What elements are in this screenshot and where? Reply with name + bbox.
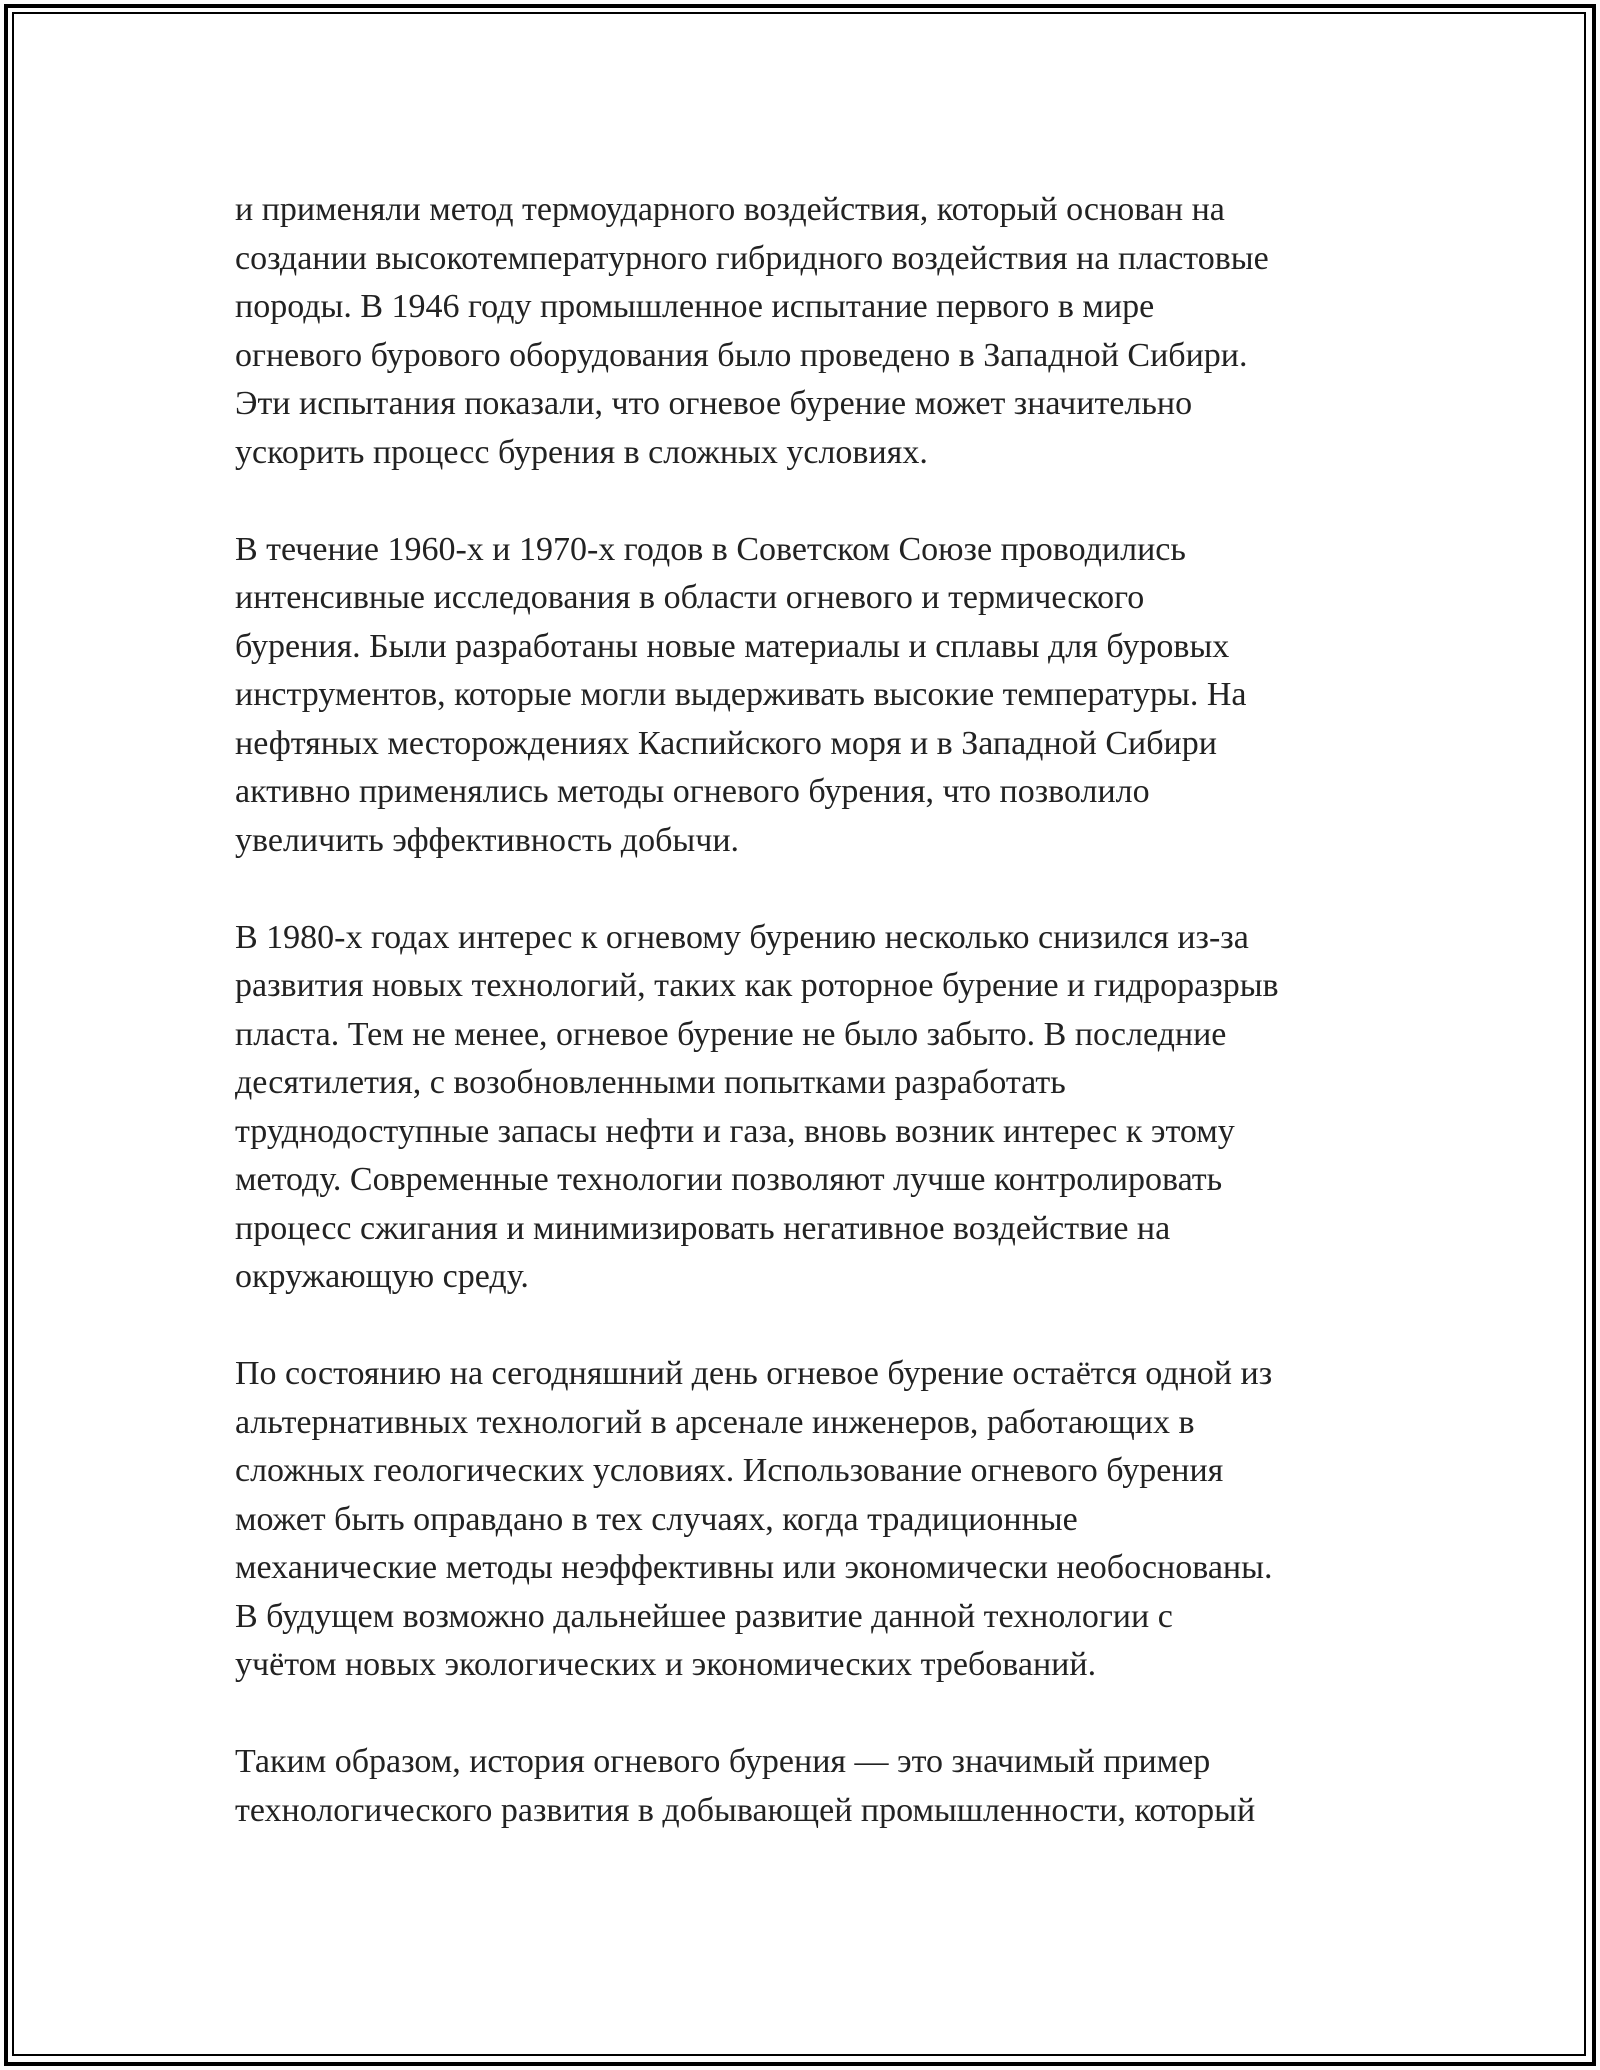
text-line: десятилетия, с возобновленными попытками разработать [235, 1064, 1066, 1101]
text-line: окружающую среду. [235, 1258, 529, 1295]
paragraph-1 [235, 186, 1385, 477]
text-line: пласта. Тем не менее, огневое бурение не было забыто. В последние [235, 1015, 1227, 1053]
text-line: процесс сжигания и минимизировать негативное воздействие на [235, 1209, 1171, 1247]
text-line: Эти испытания показали, что огневое бурение может значительно [235, 385, 1193, 422]
text-line: развития новых технологий, таких как роторное бурение и гидроразрыв [235, 967, 1279, 1004]
text-line: труднодоступные запасы нефти и газа, вновь возник интерес к этому [235, 1112, 1235, 1150]
document-body [235, 186, 1385, 1884]
text-line: создании высокотемпературного гибридного воздействия на пластовые [235, 239, 1269, 277]
text-line: механические методы неэффективны или экономически необоснованы. [235, 1549, 1273, 1586]
text-line: интенсивные исследования в области огневого и термического [235, 579, 1145, 616]
text-line: активно применялись методы огневого бурения, что позволило [235, 773, 1150, 810]
text-line: По состоянию на сегодняшний день огневое бурение остаётся одной из [235, 1355, 1273, 1392]
text-line: и применяли метод термоударного воздействия, который основан на [235, 191, 1225, 228]
text-line: технологического развития в добывающей промышленности, который [235, 1791, 1256, 1829]
paragraph-3 [235, 914, 1385, 1302]
text-line: сложных геологических условиях. Использование огневого бурения [235, 1452, 1224, 1489]
text-line: В будущем возможно дальнейшее развитие данной технологии с [235, 1597, 1173, 1635]
text-line: В 1980-х годах интерес к огневому бурению несколько снизился из-за [235, 918, 1249, 956]
text-line: альтернативных технологий в арсенале инженеров, работающих в [235, 1403, 1195, 1441]
text-line: нефтяных месторождениях Каспийского моря и в Западной Сибири [235, 724, 1217, 762]
text-line: огневого бурового оборудования было проведено в Западной Сибири. [235, 336, 1248, 374]
text-line: ускорить процесс бурения в сложных условиях. [235, 433, 928, 471]
text-line: может быть оправдано в тех случаях, когда традиционные [235, 1500, 1078, 1538]
paragraph-4 [235, 1350, 1385, 1690]
text-line: Таким образом, история огневого бурения — это значимый пример [235, 1743, 1211, 1780]
text-line: породы. В 1946 году промышленное испытание первого в мире [235, 288, 1155, 325]
text-line: учётом новых экологических и экономических требований. [235, 1646, 1097, 1683]
paragraph-2 [235, 526, 1385, 866]
text-line: В течение 1960-х и 1970-х годов в Советском Союзе проводились [235, 530, 1186, 568]
paragraph-5 [235, 1738, 1385, 1835]
text-line: увеличить эффективность добычи. [235, 821, 740, 859]
text-line: инструментов, которые могли выдерживать высокие температуры. На [235, 676, 1247, 713]
text-line: методу. Современные технологии позволяют лучше контролировать [235, 1161, 1223, 1198]
text-line: бурения. Были разработаны новые материалы и сплавы для буровых [235, 627, 1230, 665]
